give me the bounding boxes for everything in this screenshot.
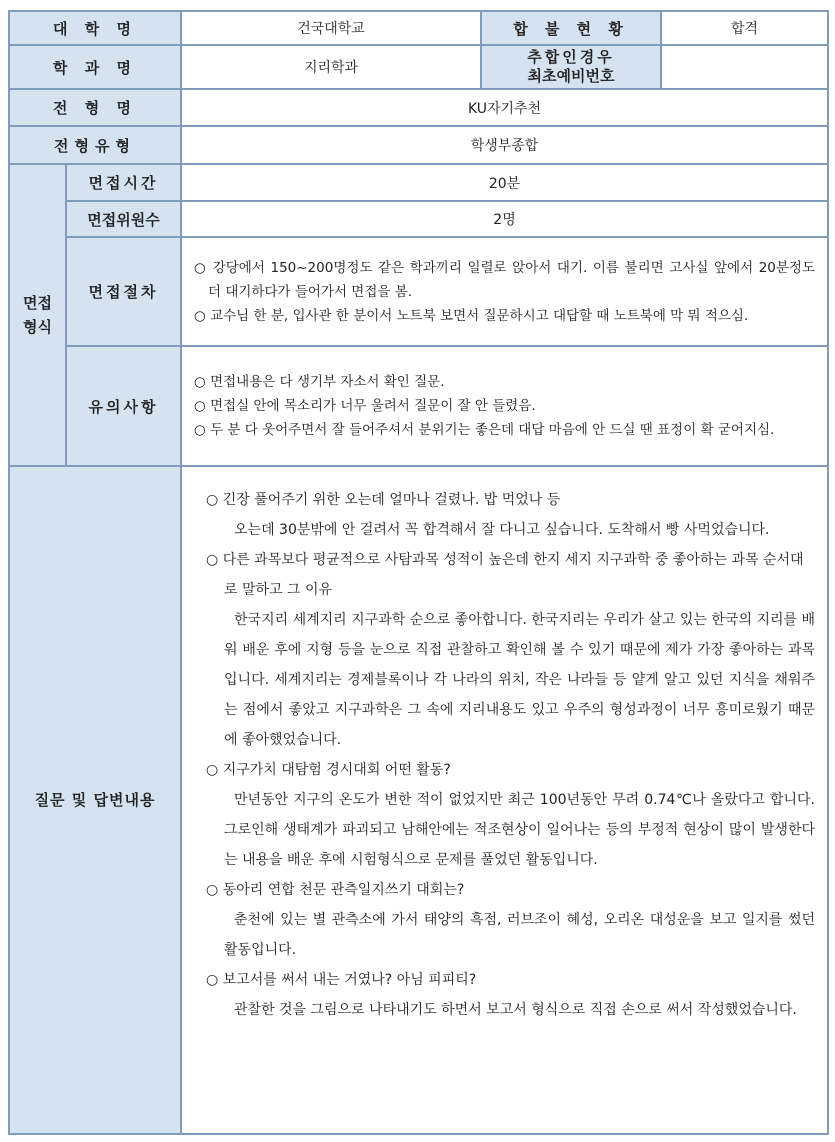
result-value: 합격 bbox=[661, 11, 828, 45]
panel-label: 면접위원수 bbox=[66, 201, 181, 237]
waitlist-label-line1: 추합인경우 bbox=[527, 48, 615, 66]
interview-report-table bbox=[8, 10, 829, 1135]
track-label: 전 형 명 bbox=[9, 89, 181, 126]
answer: 오는데 30분밖에 안 걸려서 꼭 합격해서 잘 다니고 싶습니다. 도착해서 빵 사먹었습니다. bbox=[234, 522, 770, 538]
type-label: 전형유형 bbox=[9, 126, 181, 164]
department-value: 지리학과 bbox=[181, 45, 481, 89]
panel-value: 2명 bbox=[181, 201, 828, 237]
answer: 춘천에 있는 별 관측소에 가서 태양의 흑점, 러브조이 혜성, 오리온 대성운을 보고 일지를 썼던 활동입니다. bbox=[224, 912, 816, 958]
answer: 관찰한 것을 그림으로 나타내기도 하면서 보고서 형식으로 직접 손으로 써서 작성했었습니다. bbox=[234, 1002, 797, 1018]
result-label: 합 불 현 황 bbox=[481, 11, 661, 45]
procedure-list bbox=[181, 237, 828, 346]
question: ○ 동아리 연합 천문 관측일지쓰기 대회는? bbox=[206, 882, 465, 898]
qa-label: 질문 및 답변내용 bbox=[9, 466, 181, 1134]
notes-list bbox=[181, 346, 828, 466]
question: ○ 긴장 풀어주기 위한 오는데 얼마나 걸렸나. 밥 먹었나 등 bbox=[206, 492, 561, 508]
type-value: 학생부종합 bbox=[181, 126, 828, 164]
waitlist-label bbox=[481, 45, 661, 89]
note-item: ○ 면접실 안에 목소리가 너무 울려서 질문이 잘 안 들렸음. bbox=[194, 398, 536, 414]
question: ○ 보고서를 써서 내는 거였나? 아님 피피티? bbox=[206, 972, 477, 988]
question: ○ 지구가치 대탐험 경시대회 어떤 활동? bbox=[206, 762, 451, 778]
interview-format-line2: 형식 bbox=[23, 318, 52, 336]
department-label: 학 과 명 bbox=[9, 45, 181, 89]
procedure-label: 면접절차 bbox=[66, 237, 181, 346]
procedure-item: ○ 강당에서 150~200명정도 같은 학과끼리 일렬로 앉아서 대기. 이름 불리면 고사실 앞에서 20분정도 더 대기하다가 들어가서 면접을 봄. bbox=[194, 259, 816, 300]
university-value: 건국대학교 bbox=[181, 11, 481, 45]
time-value: 20분 bbox=[181, 164, 828, 201]
track-value: KU자기추천 bbox=[181, 89, 828, 126]
procedure-item: ○ 교수님 한 분, 입사관 한 분이서 노트북 보면서 질문하시고 대답할 때 노트북에 막 뭐 적으심. bbox=[194, 307, 749, 324]
waitlist-value bbox=[661, 45, 828, 89]
interview-format-line1: 면접 bbox=[23, 294, 52, 312]
notes-label: 유의사항 bbox=[66, 346, 181, 466]
question: ○ 다른 과목보다 평균적으로 사탐과목 성적이 높은데 한지 세지 지구과학 중 좋아하는 과목 순서대로 말하고 그 이유 bbox=[206, 552, 804, 598]
qa-content bbox=[181, 466, 828, 1134]
waitlist-label-line2: 최초예비번호 bbox=[527, 67, 615, 85]
interview-format-label bbox=[9, 164, 66, 466]
university-label: 대 학 명 bbox=[9, 11, 181, 45]
note-item: ○ 두 분 다 웃어주면서 잘 들어주셔서 분위기는 좋은데 대답 마음에 안 드실 땐 표정이 확 굳어지심. bbox=[194, 422, 775, 438]
answer: 만년동안 지구의 온도가 변한 적이 없었지만 최근 100년동안 무려 0.74℃나 올랐다고 합니다. 그로인해 생태계가 파괴되고 남해안에는 적조현상이 일어나는 등의 부정적 현상이 많이 발생한다는 내용을 배운 후에 시험형식으로 문제를 풀었던 활동입니다. bbox=[224, 792, 816, 868]
time-label: 면접시간 bbox=[66, 164, 181, 201]
note-item: ○ 면접내용은 다 생기부 자소서 확인 질문. bbox=[194, 374, 445, 390]
answer: 한국지리 세계지리 지구과학 순으로 좋아합니다. 한국지리는 우리가 살고 있는 한국의 지리를 배워 배운 후에 지형 등을 눈으로 직접 관찰하고 확인해 볼 수 있기 때문에 제가 가장 좋아하는 과목입니다. 세계지리는 경제블록이나 각 나라의 위치, 작은 나라들 등 얕게 알고 있던 지식을 채워주는 점에서 좋았고 지구과학은 그 속에 지리내용도 있고 우주의 형성과정이 너무 흥미로웠기 때문에 좋아했었습니다. bbox=[224, 612, 816, 748]
